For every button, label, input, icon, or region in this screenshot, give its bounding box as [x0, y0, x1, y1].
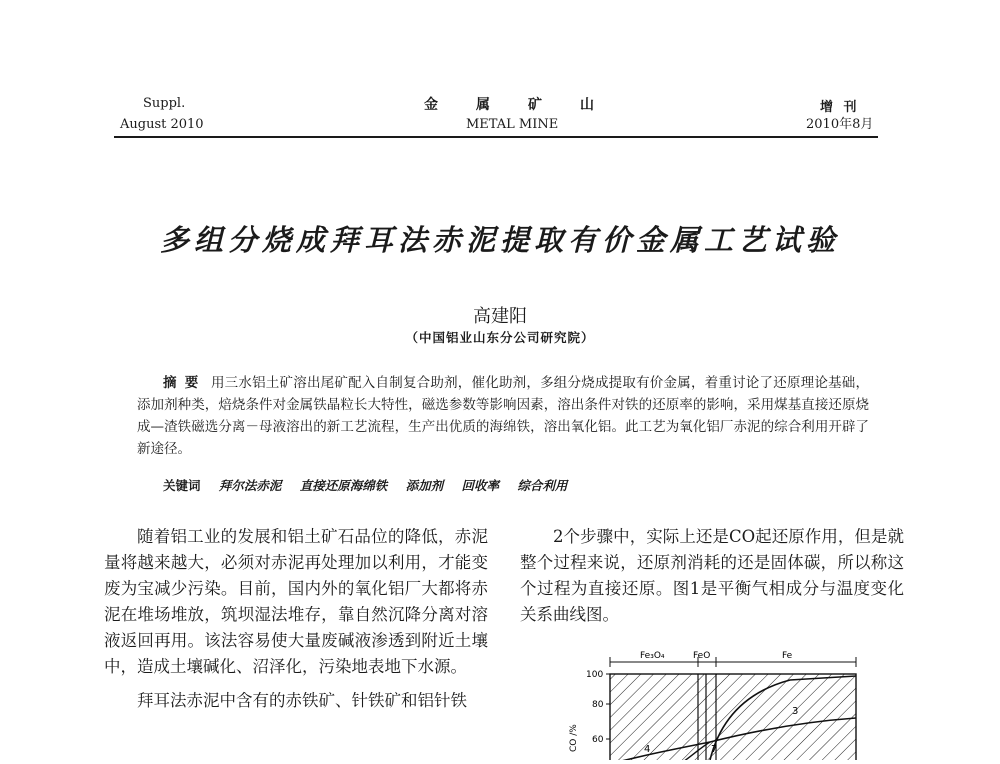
keywords — [163, 476, 581, 494]
curve-label-4: 4 — [644, 744, 651, 755]
y-tick-label: 80 — [592, 700, 604, 710]
header-supplement-zh: 增 刊 — [820, 100, 860, 115]
body-paragraph: 随着铝工业的发展和铝土矿石品位的降低，赤泥量将越来越大，必须对赤泥再处理加以利用，才能变废为宝减少污染。目前，国内外的氧化铝厂大都将赤泥在堆场堆放，筑坝湿法堆存，靠自然沉降分离对溶液返回再用。该法容易使大量废碱液渗透到附近土壤中，造成土壤碱化、沼泽化，污染地表地下水源。 — [104, 527, 488, 676]
abstract-label: 摘要 — [163, 375, 207, 391]
curve-label-3: 3 — [792, 706, 799, 717]
keyword: 回收率 — [461, 478, 500, 493]
body-paragraph: 2个步骤中，实际上还是CO起还原作用，但是就整个过程来说，还原剂消耗的还是固体碳，所以称这个过程为直接还原。图1是平衡气相成分与温度变化关系曲线图。 — [520, 527, 904, 624]
header-date-zh: 2010年8月 — [806, 117, 874, 132]
y-tick-label: 60 — [592, 735, 604, 745]
header-journal-zh: 金属矿山 — [424, 97, 632, 113]
figure-1 — [560, 640, 880, 760]
article-affiliation: （中国铝业山东分公司研究院） — [405, 330, 595, 345]
article-author: 高建阳 — [473, 306, 527, 327]
y-axis-label: CO /% — [569, 724, 579, 752]
body-right-column — [520, 524, 904, 628]
keyword: 添加剂 — [405, 478, 444, 493]
keywords-label: 关键词 — [163, 478, 201, 493]
figure-1-plot — [560, 640, 880, 760]
abstract — [137, 372, 869, 460]
keyword: 综合利用 — [517, 478, 568, 493]
region-label-feo: FeO — [693, 651, 711, 661]
region-label-fe3o4: Fe₃O₄ — [640, 651, 665, 661]
body-left-column — [104, 524, 488, 714]
abstract-text: 用三水铝土矿溶出尾矿配入自制复合助剂，催化助剂，多组分烧成提取有价金属，着重讨论了还原理论基础，添加剂种类，焙烧条件对金属铁晶粒长大特性，磁选参数等影响因素，溶出条件对铁的还原率的影响，采用煤基直接还原烧成—渣铁磁选分离－母液溶出的新工艺流程，生产出优质的海绵铁，溶出氧化铝。此工艺为氧化铝厂赤泥的综合利用开辟了新途径。 — [137, 375, 870, 457]
keyword: 拜尔法赤泥 — [218, 478, 282, 493]
keyword: 直接还原海绵铁 — [299, 478, 388, 493]
article-title: 多组分烧成拜耳法赤泥提取有价金属工艺试验 — [159, 223, 840, 257]
region-label-fe: Fe — [782, 651, 793, 661]
header-rule — [114, 136, 878, 138]
header-journal-en: METAL MINE — [466, 117, 559, 132]
curve-label-7: 7 — [711, 744, 718, 755]
header-date-en: August 2010 — [120, 117, 204, 132]
body-paragraph: 拜耳法赤泥中含有的赤铁矿、针铁矿和铝针铁 — [137, 691, 467, 710]
header-suppl: Suppl. — [143, 96, 186, 111]
y-tick-label: 100 — [586, 670, 604, 680]
